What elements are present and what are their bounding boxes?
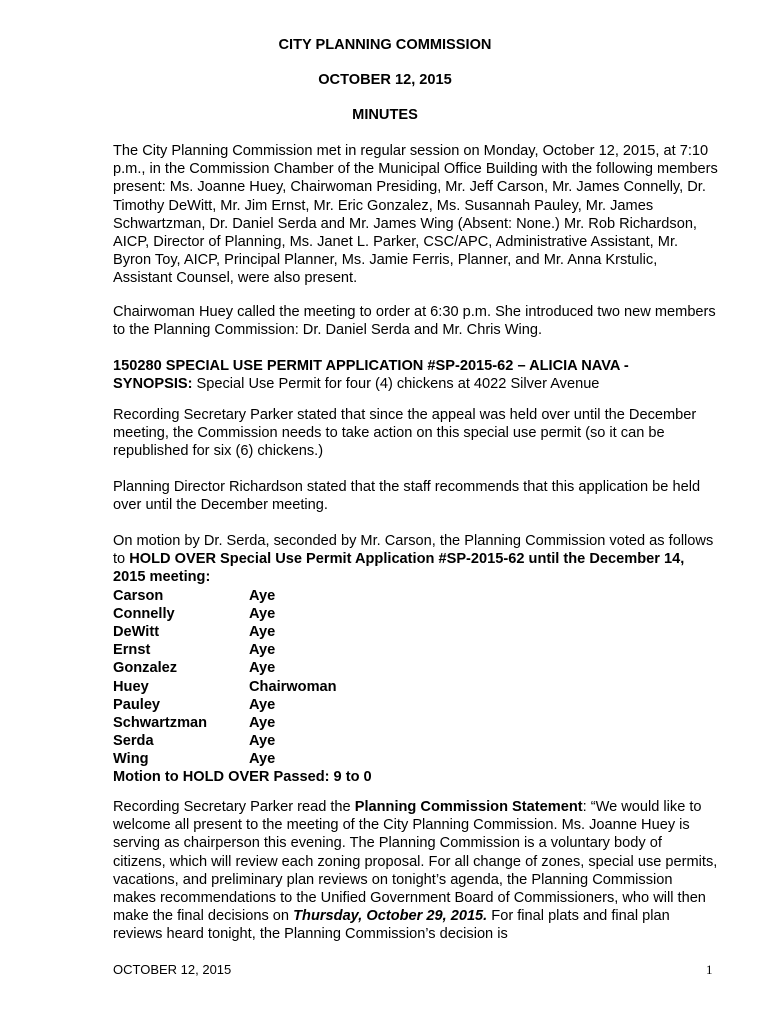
motion-paragraph [113, 532, 718, 587]
director-statement: Planning Director Richardson stated that the staff recommends that this application be held over until the December meeting. [113, 479, 701, 514]
page-number: 1 [706, 962, 713, 977]
statement-title: Planning Commission Statement [354, 799, 583, 815]
motion-block [113, 532, 718, 787]
commission-statement [113, 798, 718, 944]
voter-name: Huey [113, 678, 149, 695]
vote-value: Aye [249, 660, 276, 677]
vote-row [113, 605, 718, 623]
minutes-heading: MINUTES [352, 107, 418, 123]
synopsis-line [113, 375, 718, 393]
voter-name: Serda [113, 733, 154, 750]
voter-name: Wing [113, 751, 149, 768]
statement-lead: Recording Secretary Parker read the [113, 799, 351, 815]
item-heading-block [113, 357, 718, 393]
vote-value: Aye [249, 587, 276, 604]
vote-value: Aye [249, 714, 276, 731]
vote-row [113, 696, 718, 714]
vote-row [113, 641, 718, 659]
vote-value: Aye [249, 623, 276, 640]
voter-name: Ernst [113, 642, 151, 659]
secretary-statement: Recording Secretary Parker stated that since the appeal was held over until the December meeting, the Commission needs to take action on this special use permit (so it can be republished for six (6) chickens.) [113, 407, 697, 460]
voter-name: DeWitt [113, 623, 160, 640]
statement-tail: For final plats and final plan reviews heard tonight, the Planning Commission’s decision is [113, 908, 670, 943]
meeting-date: OCTOBER 12, 2015 [318, 72, 452, 88]
synopsis-label: SYNOPSIS: [113, 376, 193, 393]
voter-name: Connelly [113, 605, 175, 622]
vote-value: Aye [249, 751, 276, 768]
vote-list [113, 587, 718, 769]
voter-name: Pauley [113, 696, 161, 713]
document-title: CITY PLANNING COMMISSION [278, 37, 492, 53]
voter-name: Gonzalez [113, 660, 178, 677]
footer-date: OCTOBER 12, 2015 [113, 962, 232, 977]
vote-row [113, 714, 718, 732]
voter-name: Carson [113, 587, 164, 604]
motion-action: HOLD OVER Special Use Permit Application #SP-2015-62 until the December 14, 2015 meeting: [113, 551, 685, 586]
vote-value: Aye [249, 733, 276, 750]
motion-result: Motion to HOLD OVER Passed: 9 to 0 [113, 769, 372, 786]
vote-value: Aye [249, 696, 276, 713]
vote-row [113, 587, 718, 605]
voter-name: Schwartzman [113, 714, 208, 731]
statement-text: : “We would like to welcome all present to the meeting of the City Planning Commission. Ms. Joanne Huey is serving as chairperson this evening. The Planning Commission is a voluntary body of citizens, which will review each zoning proposal. For all change of zones, special use permits, vacations, and preliminary plan reviews on tonight’s agenda, the Planning Commission makes recommendations to the Unified Government Board of Commissioners, who will then make the final decisions on [113, 799, 718, 925]
motion-intro: On motion by Dr. Serda, seconded by Mr. Carson, the Planning Commission voted as follows to [113, 533, 714, 568]
vote-value: Aye [249, 605, 276, 622]
vote-value: Aye [249, 642, 276, 659]
vote-value: Chairwoman [249, 678, 337, 695]
vote-row [113, 659, 718, 677]
vote-row [113, 750, 718, 768]
vote-row [113, 678, 718, 696]
call-to-order-paragraph: Chairwoman Huey called the meeting to order at 6:30 p.m. She introduced two new members to the Planning Commission: Dr. Daniel Serda and Mr. Chris Wing. [113, 304, 716, 339]
decision-date: Thursday, October 29, 2015. [293, 908, 488, 925]
item-heading: 150280 SPECIAL USE PERMIT APPLICATION #SP-2015-62 – ALICIA NAVA - [113, 358, 629, 374]
vote-row [113, 623, 718, 641]
synopsis-text: Special Use Permit for four (4) chickens at 4022 Silver Avenue [196, 376, 600, 393]
intro-paragraph: The City Planning Commission met in regular session on Monday, October 12, 2015, at 7:10 p.m., in the Commission Chamber of the Municipal Office Building with the following members present: Ms. Joanne Huey, Chairwoman Presiding, Mr. Jeff Carson, Mr. James Connelly, Dr. Timothy DeWitt, Mr. Jim Ernst, Mr. Eric Gonzalez, Ms. Susannah Pauley, Mr. James Schwartzman, Dr. Daniel Serda and Mr. James Wing (Absent: None.) Mr. Rob Richardson, AICP, Director of Planning, Ms. Janet L. Parker, CSC/APC, Administrative Assistant, Mr. Byron Toy, AICP, Principal Planner, Ms. Jamie Ferris, Planner, and Mr. Anna Krstulic, Assistant Counsel, were also present. [113, 143, 718, 287]
vote-row [113, 732, 718, 750]
